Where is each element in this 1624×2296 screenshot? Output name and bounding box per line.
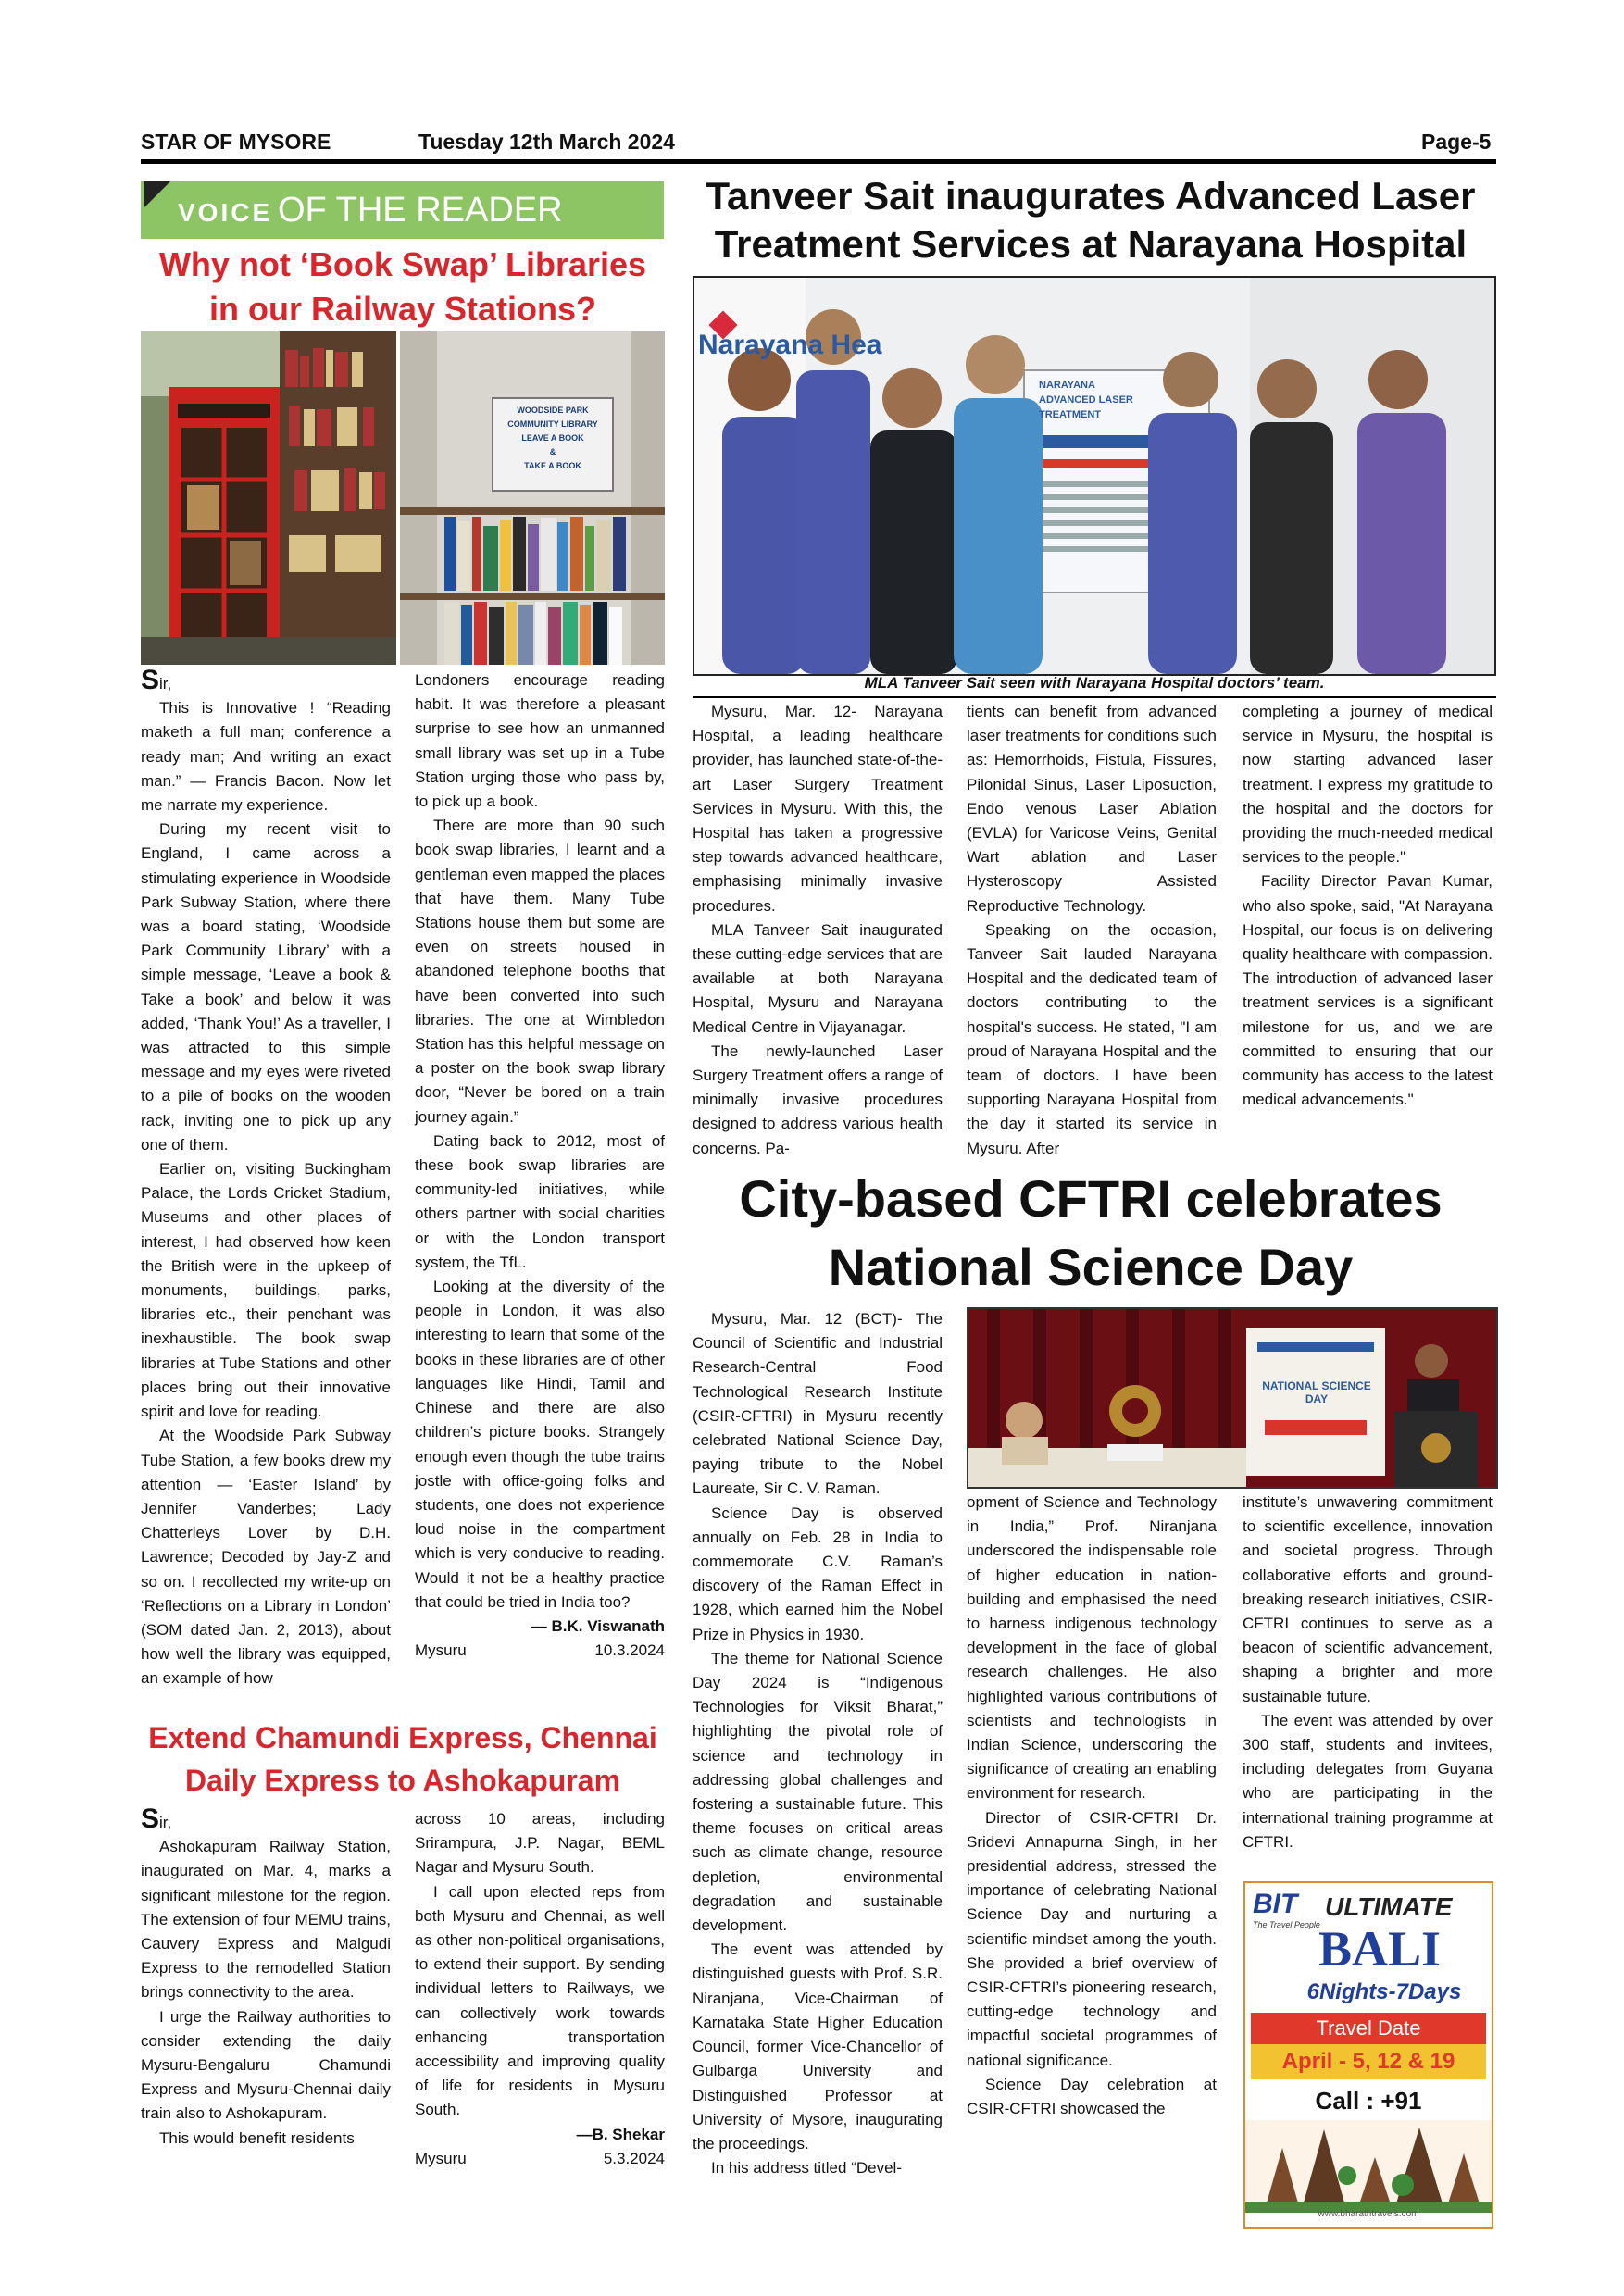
laser-team-photo	[693, 276, 1496, 676]
cftri-col2	[967, 1491, 1217, 2121]
cftri-para: Science Day celebration at CSIR-CFTRI showcased the	[967, 2075, 1217, 2118]
chamundi-date: 5.3.2024	[603, 2149, 665, 2167]
book-swap-headline-line1: Why not ‘Book Swap’ Libraries	[158, 245, 647, 283]
book-swap-para: There are more than 90 such book swap libraries, I learnt and a gentleman even mapped the places that have them. Many Tube Stations house them but some are even on streets housed in abandoned telephone booths that have been converted into such libraries. The one at Wimbledon Station has this helpful message on a poster on the book swap library door, “Never be bored on a train journey again.”	[415, 817, 665, 1126]
laser-para: Facility Director Pavan Kumar, who also spoke, said, "At Narayana Hospital, our focus is on delivering quality healthcare with compassion. The introduction of advanced laser treatment services is a significant milestone for us, and we are committed to ensuring that our community has access to the latest medical advancements."	[1243, 872, 1493, 1109]
ad-duration: 6Nights-7Days	[1306, 1979, 1462, 2004]
book-swap-place: Mysuru	[415, 1641, 467, 1660]
laser-poster-text	[1039, 378, 1196, 422]
banner-corner-icon	[144, 181, 170, 207]
library-board-line1: WOODSIDE PARK COMMUNITY LIBRARY	[507, 406, 598, 429]
chamundi-place: Mysuru	[415, 2149, 467, 2167]
cftri-headline-line2: National Science Day	[828, 1238, 1354, 1296]
bali-temple-icon	[1245, 2120, 1492, 2213]
cftri-para: institute’s unwavering commitment to scientific excellence, innovation and societal progress. Through collaborative efforts and ground-breaking research initiatives, CSIR-CFTRI continues to serve as a beacon of scientific advancement, shaping a brighter and more sustainable future.	[1243, 1493, 1493, 1705]
chamundi-para: I urge the Railway authorities to consider extending the daily Mysuru-Bengaluru Chamundi Express and Mysuru-Chennai daily train also to Ashokapuram.	[141, 2007, 391, 2123]
chamundi-para: This would benefit residents	[159, 2128, 355, 2147]
masthead: STAR OF MYSORE	[141, 130, 331, 154]
ad-travel-label: Travel Date	[1251, 2013, 1486, 2044]
chamundi-signoff	[415, 2147, 665, 2171]
cftri-para: Mysuru, Mar. 12 (BCT)- The Council of Scientific and Industrial Research-Central Food Technological Research Institute (CSIR-CFTRI) in Mysuru recently celebrated National Science Day, paying tribute to the Nobel Laureate, Sir C. V. Raman.	[693, 1310, 943, 1498]
poster-line2: ADVANCED LASER TREATMENT	[1039, 394, 1133, 420]
cftri-para: Science Day is observed annually on Feb. 28 in India to commemorate C.V. Raman’s discovery of the Raman Effect in 1928, which earned him the Nobel Prize in Physics in 1930.	[693, 1504, 943, 1643]
laser-para: Mysuru, Mar. 12- Narayana Hospital, a leading healthcare provider, has launched state-of-the-art Laser Surgery Treatment Services in Mysuru. With this, the Hospital has taken a progressive step towards advanced healthcare, emphasising minimally invasive procedures.	[693, 703, 943, 915]
book-swap-para: During my recent visit to England, I came across a stimulating experience in Woodside Park Subway Station, where there was a board stating, ‘Woodside Park Community Library’ with a simple message, ‘Leave a book & Take a book’ and below it was added, ‘Thank You!’ As a traveller, I was attracted to this simple message and my eyes were riveted to a pile of books on the wooden rack, inviting one to pick up any one of them.	[141, 820, 391, 1154]
ad-brand: BIT	[1253, 1889, 1298, 1919]
laser-para: tients can benefit from advanced laser treatments for conditions such as: Hemorrhoids, Fistula, Fissures, Pilonidal Sinus, Laser Liposuction, Endo venous Laser Ablation (EVLA) for Varicose Veins, Genital Wart ablation and Laser Hysteroscopy Assisted Reproductive Technology.	[967, 703, 1217, 915]
cftri-para: The event was attended by over 300 staff, students and invitees, including delegates from Guyana who are participating in the international training programme at CFTRI.	[1243, 1711, 1493, 1851]
cftri-event-photo	[967, 1307, 1498, 1489]
library-board-line3: &	[549, 447, 556, 456]
hospital-sign: Narayana Hea	[698, 330, 882, 360]
phone-booth-library-photo	[141, 331, 396, 665]
station-library-photo	[400, 331, 665, 665]
chamundi-para: across 10 areas, including Srirampura, J.P. Nagar, BEML Nagar and Mysuru South.	[415, 1810, 665, 1877]
cftri-para: The theme for National Science Day 2024 is “Indigenous Technologies for Viksit Bharat,” highlighting the pivotal role of science and technology in addressing global challenges and fostering a sustainable future. This theme focuses on critical areas such as climate change, resource depletion, environmental degradation and sustainable development.	[693, 1649, 943, 1935]
chamundi-headline-line2: Daily Express to Ashokapuram	[184, 1764, 621, 1797]
laser-caption-rule	[693, 696, 1496, 698]
chamundi-para: Ashokapuram Railway Station, inaugurated on Mar. 4, marks a significant milestone for the region. The extension of four MEMU trains, Cauvery Express and Malgudi Express to the remodelled Station brings connectivity to the area.	[141, 1838, 391, 2002]
ad-website[interactable]: www.bharathtravels.com	[1318, 2209, 1419, 2219]
laser-col1	[693, 700, 943, 1161]
book-swap-para: At the Woodside Park Subway Tube Station, a few books drew my attention — ‘Easter Island’ by Jennifer Vanderbes; Lady Chatterleys Lover by D.H. Lawrence; Decoded by Jay-Z and so on. I recollected my write-up on ‘Reflections on a Library in London’ (SOM dated Jan. 2, 2013), about how well the library was equipped, an example of how	[141, 1427, 391, 1688]
chamundi-headline-line1: Extend Chamundi Express, Chennai	[148, 1721, 657, 1754]
laser-para: MLA Tanveer Sait inaugurated these cutting-edge services that are available at both Narayana Hospital, Mysuru and Narayana Medical Centre in Vijayanagar.	[693, 920, 943, 1036]
poster-line1: NARAYANA	[1039, 380, 1095, 391]
book-swap-para: Dating back to 2012, most of these book swap libraries are community-led initiatives, while others partner with social charities or with the London transport system, the TfL.	[415, 1131, 665, 1271]
chamundi-dropcap: S	[141, 1803, 160, 1834]
chamundi-para: I call upon elected reps from both Mysuru and Chennai, as well as other non-political organisations, to extend their support. By sending individual letters to Railways, we can collectively work towards enhancing transportation accessibility and improving quality of life for residents in Mysuru South.	[415, 1882, 665, 2119]
phone-booth-library-image	[141, 331, 396, 665]
cftri-event-image	[968, 1309, 1496, 1487]
voice-banner-big: OF THE READER	[278, 191, 563, 230]
laser-col2	[967, 700, 1217, 1161]
ad-title: ULTIMATE	[1325, 1892, 1453, 1921]
laser-headline-line1: Tanveer Sait inaugurates Advanced Laser	[706, 174, 1476, 218]
voice-banner-small: VOICE	[178, 198, 273, 227]
book-swap-para: This is Innovative ! “Reading maketh a full man; conference a ready man; And writing an exact man.” — Francis Bacon. Now let me narrate my experience.	[141, 699, 391, 815]
book-swap-dropcap: S	[141, 665, 160, 695]
chamundi-col2	[415, 1807, 665, 2171]
cftri-col1	[693, 1307, 943, 2180]
book-swap-para: Londoners encourage reading habit. It was therefore a pleasant surprise to see how an unmanned small library was set up in a Tube Station urging those who pass by, to pick up a book.	[415, 671, 665, 811]
library-board-line4: TAKE A BOOK	[524, 461, 581, 470]
header-rule	[141, 159, 1496, 164]
chamundi-col1	[141, 1803, 391, 2151]
ad-destination: BALI	[1318, 1921, 1442, 1977]
science-day-banner: NATIONAL SCIENCE DAY	[1262, 1379, 1371, 1405]
laser-photo-caption: MLA Tanveer Sait seen with Narayana Hospital doctors’ team.	[864, 674, 1325, 692]
cftri-para: Director of CSIR-CFTRI Dr. Sridevi Annapurna Singh, in her presidential address, stressed the importance of celebrating National Science Day and nurturing a scientific mindset among the youth. She provided a brief overview of CSIR-CFTRI’s pioneering research, cutting-edge technology and impactful societal programmes of national significance.	[967, 1808, 1217, 2069]
library-board-line2: LEAVE A BOOK	[521, 433, 584, 443]
cftri-para: In his address titled “Devel-	[711, 2159, 902, 2177]
laser-headline	[685, 172, 1496, 268]
cftri-para: opment of Science and Technology in India,” Prof. Niranjana underscored the indispensable role of higher education in nation-building and emphasised the need to harness indigenous technology development in the face of global research challenges. He also highlighted various contributions of scientists and technologists in Indian Science, underscoring the significance of creating an enabling environment for research.	[967, 1493, 1217, 1803]
book-swap-col1	[141, 665, 391, 1691]
book-swap-para: Looking at the diversity of the people in London, it was also interesting to learn that some of the books in these libraries are of other languages like Hindi, Tamil and Chinese and there are also children’s picture books. Strangely enough even though the tube trains jostle with office-going folks and students, one does not experience loud noise in the compartment which is very conducive to reading. Would it not be a healthy practice that could be tried in India too?	[415, 1278, 665, 1611]
ad-tagline: The Travel People	[1253, 1920, 1320, 1929]
book-swap-signature: — B.K. Viswanath	[531, 1616, 665, 1635]
cftri-headline	[685, 1165, 1496, 1302]
ad-dates: April - 5, 12 & 19	[1251, 2044, 1486, 2079]
bali-tour-ad[interactable]	[1243, 1881, 1493, 2229]
issue-date: Tuesday 12th March 2024	[418, 130, 675, 154]
book-swap-headline	[141, 243, 665, 331]
laser-headline-line2: Treatment Services at Narayana Hospital	[714, 222, 1468, 266]
laser-para: Speaking on the occasion, Tanveer Sait lauded Narayana Hospital and the dedicated team of doctors contributing to the hospital's success. He stated, "I am proud of Narayana Hospital and the team of doctors. I have been supporting Narayana Hospital from the day it started its service in Mysuru. After	[967, 920, 1217, 1157]
laser-para: The newly-launched Laser Surgery Treatment offers a range of minimally invasive procedures designed to address various health concerns. Pa-	[693, 1042, 943, 1157]
book-swap-signoff	[415, 1639, 665, 1663]
book-swap-headline-line2: in our Railway Stations?	[208, 290, 597, 328]
chamundi-salutation: ir,	[159, 1814, 172, 1831]
ad-phone[interactable]: Call : +91	[1315, 2087, 1422, 2115]
page-number: Page-5	[1421, 130, 1492, 154]
cftri-col3	[1243, 1491, 1493, 1854]
book-swap-col2	[415, 668, 665, 1663]
library-board-text	[496, 404, 609, 473]
station-library-image	[400, 331, 665, 665]
chamundi-signature: —B. Shekar	[576, 2125, 665, 2143]
chamundi-headline	[141, 1716, 665, 1802]
cftri-headline-line1: City-based CFTRI celebrates	[739, 1169, 1443, 1228]
laser-para: completing a journey of medical service in Mysuru, the hospital is now starting advanced laser treatment. I express my gratitude to the hospital and the doctors for providing the much-needed medical services to the people."	[1243, 703, 1493, 867]
laser-col3	[1243, 700, 1493, 1112]
book-swap-date: 10.3.2024	[594, 1641, 665, 1660]
book-swap-para: Earlier on, visiting Buckingham Palace, the Lords Cricket Stadium, Museums and other places of interest, I had observed how keen the British were in the upkeep of monuments, buildings, parks, libraries etc., their penchant was inexhaustible. The book swap libraries at Tube Stations and other places bring out their innovative spirit and love for reading.	[141, 1160, 391, 1421]
cftri-para: The event was attended by distinguished guests with Prof. S.R. Niranjana, Vice-Chairman of Karnataka State Higher Education Council, former Vice-Chancellor of Gulbarga University and Distinguished Professor at University of Mysore, inaugurating the proceedings.	[693, 1940, 943, 2152]
book-swap-salutation: ir,	[159, 675, 172, 693]
